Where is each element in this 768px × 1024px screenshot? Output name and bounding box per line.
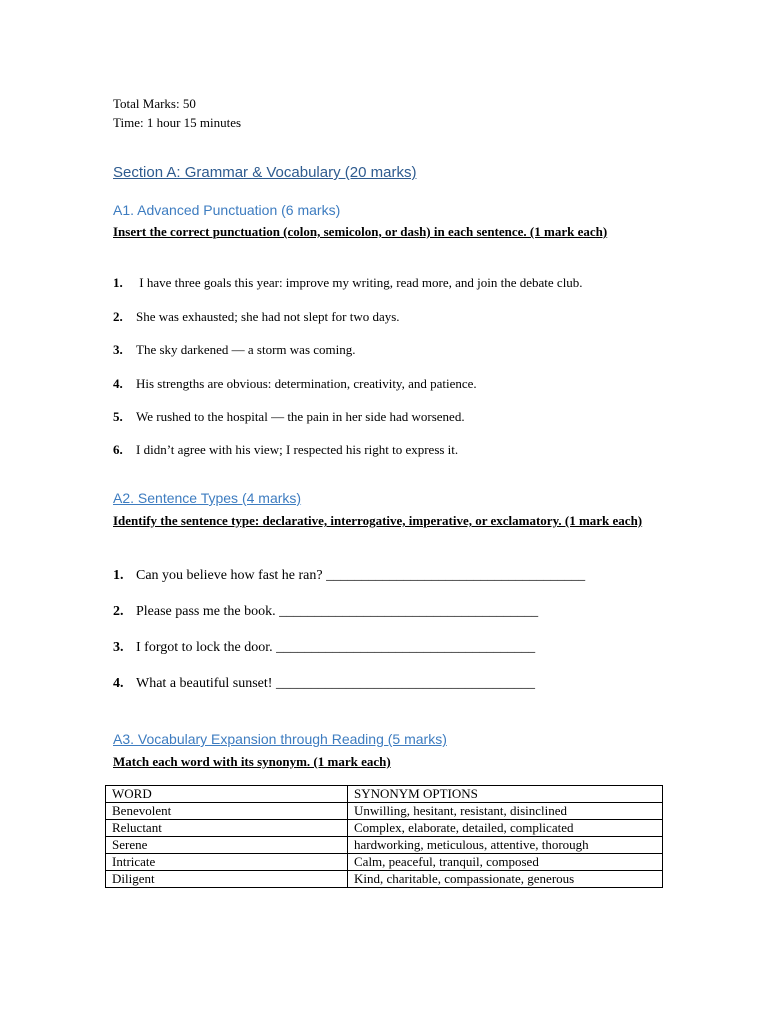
question-text: I forgot to lock the door. _____________________________________ <box>136 640 536 655</box>
table-row <box>106 871 663 888</box>
question-text: Please pass me the book. _____________________________________ <box>136 604 539 619</box>
a1-question-6 <box>113 442 458 458</box>
question-text: I have three goals this year: improve my writing, read more, and join the debate club. <box>136 275 583 290</box>
question-text: His strengths are obvious: determination, creativity, and patience. <box>136 376 477 391</box>
question-number: 3. <box>113 640 124 655</box>
exam-time: Time: 1 hour 15 minutes <box>113 115 242 130</box>
word-cell: Benevolent <box>106 803 348 820</box>
table-header-row <box>106 786 663 803</box>
a1-question-2 <box>113 309 400 325</box>
question-text: I didn’t agree with his view; I respected his right to express it. <box>136 442 459 457</box>
a2-question-2 <box>113 604 538 620</box>
section-a-title: Section A: Grammar & Vocabulary (20 marks) <box>113 164 417 181</box>
a1-instruction: Insert the correct punctuation (colon, semicolon, or dash) in each sentence. (1 mark each) <box>113 224 608 239</box>
a3-title: A3. Vocabulary Expansion through Reading (5 marks) <box>113 731 447 747</box>
table-row <box>106 820 663 837</box>
synonym-table <box>105 785 663 888</box>
word-cell: Diligent <box>106 871 348 888</box>
a1-question-3 <box>113 342 356 358</box>
a2-title: A2. Sentence Types (4 marks) <box>113 490 302 506</box>
question-number: 3. <box>113 342 123 357</box>
question-text: Can you believe how fast he ran? _____________________________________ <box>136 568 586 583</box>
word-cell: Intricate <box>106 854 348 871</box>
synonym-cell: Kind, charitable, compassionate, generous <box>348 871 663 888</box>
a2-question-1 <box>113 568 585 584</box>
a2-question-3 <box>113 640 535 656</box>
table-row <box>106 854 663 871</box>
a1-question-1 <box>113 275 583 291</box>
question-text: The sky darkened — a storm was coming. <box>136 342 356 357</box>
question-number: 5. <box>113 409 123 424</box>
a3-instruction: Match each word with its synonym. (1 mark each) <box>113 754 391 769</box>
synonym-cell: Complex, elaborate, detailed, complicated <box>348 820 663 837</box>
table-row <box>106 837 663 854</box>
synonym-cell: Calm, peaceful, tranquil, composed <box>348 854 663 871</box>
question-text: We rushed to the hospital — the pain in her side had worsened. <box>136 409 465 424</box>
a1-question-4 <box>113 376 477 392</box>
question-number: 6. <box>113 442 123 457</box>
question-text: What a beautiful sunset! _____________________________________ <box>136 676 535 691</box>
total-marks: Total Marks: 50 <box>113 96 196 111</box>
a1-title: A1. Advanced Punctuation (6 marks) <box>113 202 341 218</box>
question-number: 1. <box>113 568 124 583</box>
question-number: 4. <box>113 676 124 691</box>
column-header-word: WORD <box>106 786 348 803</box>
question-text: She was exhausted; she had not slept for two days. <box>136 309 400 324</box>
synonym-cell: Unwilling, hesitant, resistant, disinclined <box>348 803 663 820</box>
column-header-synonyms: SYNONYM OPTIONS <box>348 786 663 803</box>
table-row <box>106 803 663 820</box>
question-number: 1. <box>113 275 123 290</box>
word-cell: Serene <box>106 837 348 854</box>
exam-meta <box>113 94 241 132</box>
a2-instruction: Identify the sentence type: declarative, interrogative, imperative, or exclamatory. (1 mark each) <box>113 513 643 528</box>
question-number: 2. <box>113 309 123 324</box>
synonym-cell: hardworking, meticulous, attentive, thorough <box>348 837 663 854</box>
question-number: 2. <box>113 604 124 619</box>
question-number: 4. <box>113 376 123 391</box>
a2-question-4 <box>113 676 535 692</box>
word-cell: Reluctant <box>106 820 348 837</box>
a1-question-5 <box>113 409 465 425</box>
